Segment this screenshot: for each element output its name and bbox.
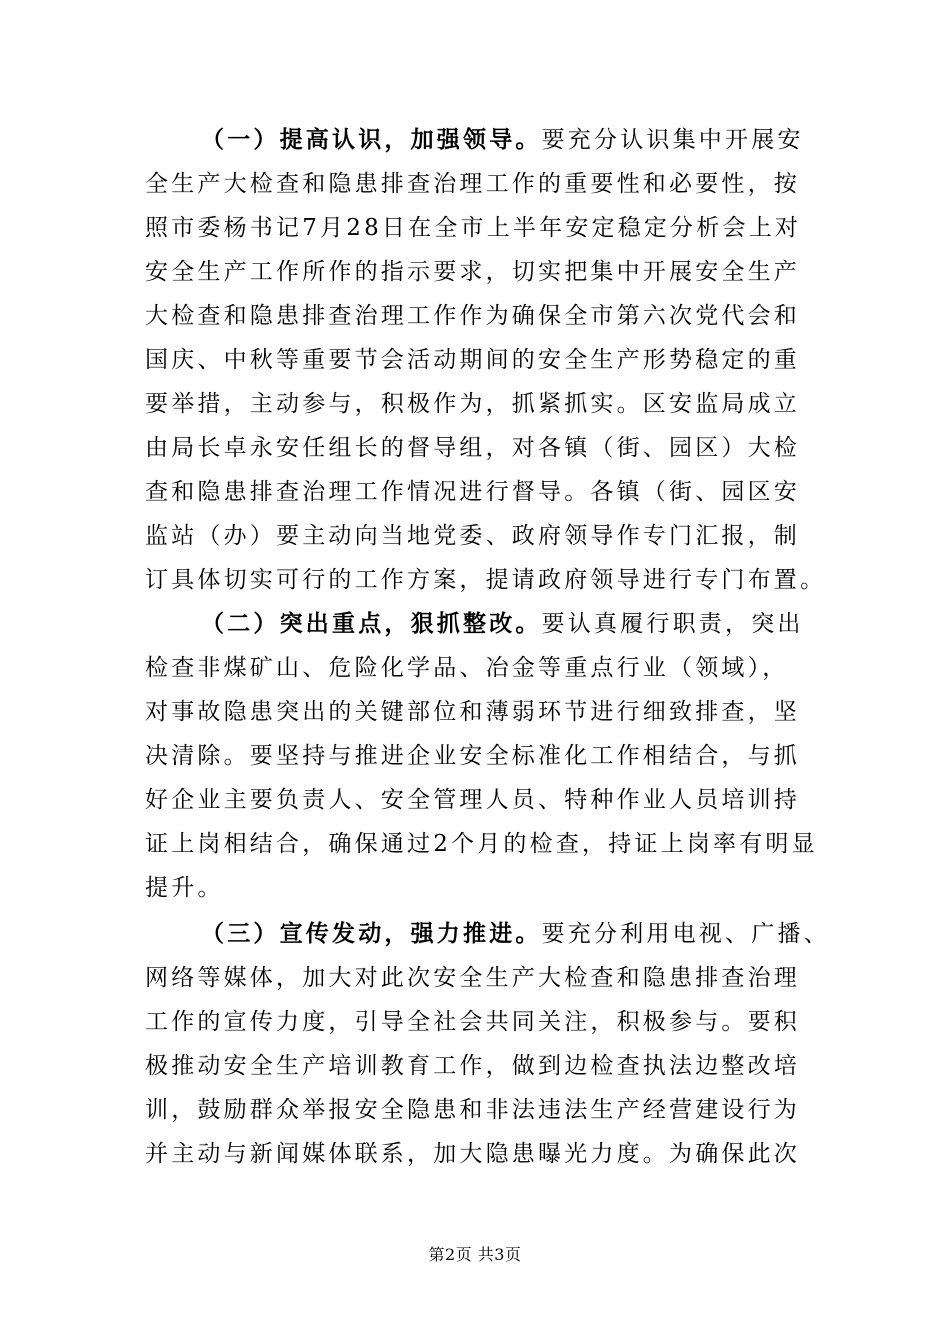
paragraph-3: [145, 912, 830, 1176]
paragraph-line: 检查非煤矿山、危险化学品、冶金等重点行业（领域），: [145, 655, 789, 681]
paragraph-line: 决清除。要坚持与推进企业安全标准化工作相结合，与抓: [145, 743, 800, 769]
paragraph-line: 要举措，主动参与，积极作为，抓紧抓实。区安监局成立: [145, 391, 800, 417]
paragraph-line: 安全生产工作所作的指示要求，切实把集中开展安全生产: [145, 259, 800, 285]
paragraph-line: 监站（办）要主动向当地党委、政府领导作专门汇报，制: [145, 523, 800, 549]
paragraph-line: 照市委杨书记7月28日在全市上半年安定稳定分析会上对: [145, 215, 802, 241]
paragraph-line: 订具体切实可行的工作方案，提请政府领导进行专门布置。: [145, 567, 827, 593]
paragraph-line: 工作的宣传力度，引导全社会共同关注，积极参与。要积: [145, 1009, 800, 1035]
section-heading: （二）突出重点，狠抓整改。: [201, 611, 542, 637]
paragraph-2: [145, 602, 818, 910]
paragraph-line: 查和隐患排查治理工作情况进行督导。各镇（街、园区安: [145, 479, 800, 505]
paragraph-line: 全生产大检查和隐患排查治理工作的重要性和必要性，按: [145, 171, 800, 197]
paragraph-1: [145, 118, 827, 602]
paragraph-line: 训，鼓励群众举报安全隐患和非法违法生产经营建设行为: [145, 1097, 800, 1123]
paragraph-line: （二）突出重点，狠抓整改。要认真履行职责，突出: [201, 611, 804, 637]
section-heading: （三）宣传发动，强力推进。: [201, 921, 542, 947]
document-body: [145, 118, 830, 1176]
paragraph-line: 极推动安全生产培训教育工作，做到边检查执法边整改培: [145, 1053, 800, 1079]
paragraph-line: （一）提高认识，加强领导。要充分认识集中开展安: [201, 127, 804, 153]
paragraph-line: 国庆、中秋等重要节会活动期间的安全生产形势稳定的重: [145, 347, 800, 373]
page-number: 第2页 共3页: [428, 1245, 522, 1264]
paragraph-line: 证上岗相结合，确保通过2个月的检查，持证上岗率有明显: [145, 831, 818, 857]
paragraph-line: 并主动与新闻媒体联系，加大隐患曝光力度。为确保此次: [145, 1141, 800, 1167]
paragraph-line: （三）宣传发动，强力推进。要充分利用电视、广播、: [201, 921, 830, 947]
paragraph-line: 大检查和隐患排查治理工作作为确保全市第六次党代会和: [145, 303, 800, 329]
paragraph-line: 由局长卓永安任组长的督导组，对各镇（街、园区）大检: [145, 435, 800, 461]
paragraph-line: 好企业主要负责人、安全管理人员、特种作业人员培训持: [145, 787, 800, 813]
paragraph-line: 对事故隐患突出的关键部位和薄弱环节进行细致排查，坚: [145, 699, 800, 725]
paragraph-line: 网络等媒体，加大对此次安全生产大检查和隐患排查治理: [145, 965, 800, 991]
section-heading: （一）提高认识，加强领导。: [201, 127, 542, 153]
paragraph-line: 提升。: [145, 875, 224, 901]
